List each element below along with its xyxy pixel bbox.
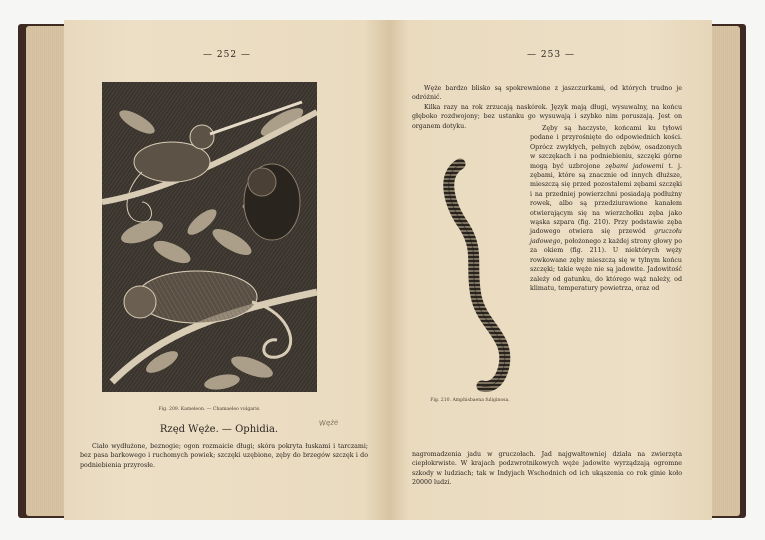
right-page	[390, 20, 712, 520]
column-text-c: , położonego z każdej strony głowy po za okiem (fig. 211). U niektórych węży rowkowane zęby mieszczą się w tylnym końcu szczęki; takie węże nie są jadowite. Jadowitość zależy od gatunku, do którego wąż należy, od klimatu, temperatury powietrza, oraz od	[530, 237, 682, 292]
figure-caption-left: Fig. 209. Kameleon. — Chamaeleo vulgaris.	[158, 407, 261, 412]
page-number-left: — 252 —	[203, 50, 251, 60]
column-text-a: Zęby są haczyste, końcami ku tyłowi podane i przyrośnięte do odpowiednich kości. Oprócz zwykłych, pełnych zębów, osadzonych w szczękach i na podniebieniu, szczęki górne mogą być uzbrojone	[530, 125, 682, 170]
column-text-b: t. j. zębami, które są znacznie od innych dłuższe, mieszczą się przed pozostałemi zębami szczęki i na przedniej powierzchni posiadają podłużny rowek, albo są przedziurawione kanałem otwierającym się na wierzchołku zęba jako wąska szpara (fig. 210). Przy podstawie zęba jadowego otwiera się przewód	[530, 162, 682, 236]
left-page	[64, 20, 390, 520]
amphisbaena-illustration	[430, 156, 526, 396]
section-heading: Rzęd Węże. — Ophidia.	[159, 424, 279, 435]
right-column-text	[530, 124, 682, 293]
chameleon-illustration	[102, 82, 317, 392]
right-paragraph-2: Kilka razy na rok zrzucają naskórek. Język mają długi, wysuwalny, na końcu głęboko rozdwojony; bez ustanku go wysuwają i szybko nim poruszają. Jest on organem dotyku.	[412, 104, 682, 130]
venom-gland-term: gruczołu jadowego	[530, 228, 682, 245]
worm-lizard-drawing	[430, 156, 526, 396]
handwritten-annotation: Węże	[318, 418, 339, 428]
right-paragraph-1: Węże bardzo blisko są spokrewnione z jaszczurkami, od których trudno je odróżnić.	[412, 85, 682, 102]
page-number-right: — 253 —	[527, 50, 575, 60]
figure-caption-right: Fig. 210. Amphisbaena fuliginosa.	[430, 398, 510, 403]
venom-teeth-term: zębami jadowemi	[605, 162, 664, 170]
left-paragraph: Ciało wydłużone, beznogie; ogon rozmaicie długi; skóra pokryta łuskami i tarczami; bez pasa barkowego i ruchomych powiek; szczęki uzębione, zęby do brzegów szczęk i do podniebienia przyrosłe.	[80, 443, 368, 469]
open-book	[14, 14, 750, 526]
right-paragraph-bottom: nagromadzenia jadu w gruczołach. Jad najgwałtowniej działa na zwierzęta ciepłokrwiste. W krajach podzwrotnikowych węże jadowite wyrządzają ogromne szkody w ludziach; tak w Indyjach Wschodnich od ich ukąszenia co rok ginie koło 20000 ludzi.	[412, 451, 682, 487]
chameleon-right	[244, 164, 300, 240]
chameleon-engraving	[102, 82, 317, 392]
